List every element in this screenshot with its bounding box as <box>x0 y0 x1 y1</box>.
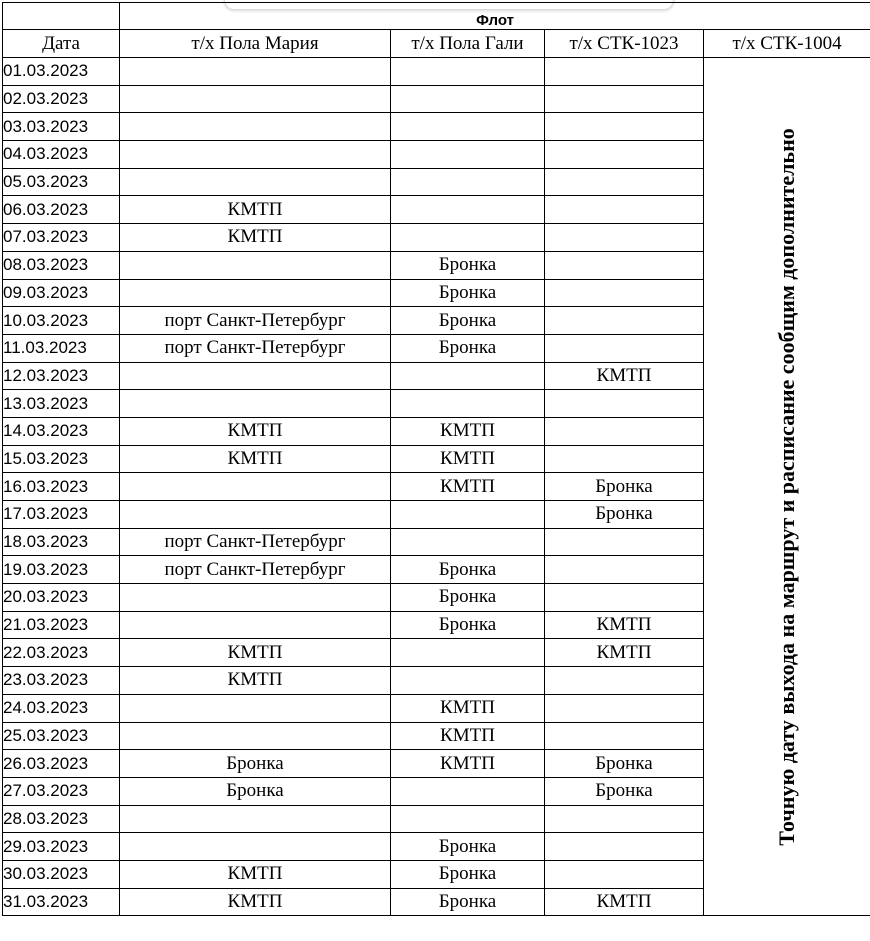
cell-pola-maria <box>120 362 391 390</box>
cell-pola-maria <box>120 279 391 307</box>
date-cell: 04.03.2023 <box>3 141 120 169</box>
cell-stk-1023: Бронка <box>545 777 704 805</box>
cell-pola-gali <box>391 805 545 833</box>
cell-pola-maria <box>120 58 391 86</box>
cell-stk-1023 <box>545 417 704 445</box>
cell-pola-maria: КМТП <box>120 888 391 916</box>
cell-pola-maria: КМТП <box>120 667 391 695</box>
date-cell: 31.03.2023 <box>3 888 120 916</box>
cell-pola-gali <box>391 667 545 695</box>
cell-pola-gali: Бронка <box>391 611 545 639</box>
header-date: Дата <box>3 30 120 58</box>
date-cell: 12.03.2023 <box>3 362 120 390</box>
cell-pola-gali <box>391 528 545 556</box>
cell-pola-maria: КМТП <box>120 417 391 445</box>
stk-1004-note-cell <box>704 58 870 916</box>
date-cell: 30.03.2023 <box>3 860 120 888</box>
cell-stk-1023 <box>545 279 704 307</box>
fleet-schedule-table <box>2 2 870 916</box>
date-cell: 06.03.2023 <box>3 196 120 224</box>
cell-stk-1023 <box>545 251 704 279</box>
cell-pola-gali: Бронка <box>391 860 545 888</box>
cell-stk-1023: КМТП <box>545 611 704 639</box>
cell-stk-1023 <box>545 528 704 556</box>
date-cell: 08.03.2023 <box>3 251 120 279</box>
date-cell: 07.03.2023 <box>3 224 120 252</box>
header-pola-maria: т/х Пола Мария <box>120 30 391 58</box>
cell-stk-1023 <box>545 196 704 224</box>
cell-pola-maria: порт Санкт-Петербург <box>120 556 391 584</box>
cell-pola-maria <box>120 501 391 529</box>
cell-stk-1023 <box>545 224 704 252</box>
cell-pola-maria <box>120 833 391 861</box>
cell-stk-1023 <box>545 805 704 833</box>
cell-stk-1023 <box>545 168 704 196</box>
column-header-row <box>3 30 870 58</box>
date-cell: 13.03.2023 <box>3 390 120 418</box>
cell-stk-1023 <box>545 667 704 695</box>
cell-stk-1023: КМТП <box>545 362 704 390</box>
cell-pola-gali <box>391 113 545 141</box>
cell-pola-maria <box>120 805 391 833</box>
cell-stk-1023 <box>545 694 704 722</box>
cell-stk-1023: Бронка <box>545 501 704 529</box>
date-cell: 09.03.2023 <box>3 279 120 307</box>
date-cell: 18.03.2023 <box>3 528 120 556</box>
date-cell: 26.03.2023 <box>3 750 120 778</box>
cell-pola-maria <box>120 251 391 279</box>
cell-pola-gali <box>391 141 545 169</box>
cell-pola-gali <box>391 196 545 224</box>
corner-cell <box>3 3 120 30</box>
date-cell: 28.03.2023 <box>3 805 120 833</box>
cell-stk-1023: КМТП <box>545 888 704 916</box>
date-cell: 11.03.2023 <box>3 334 120 362</box>
cell-pola-maria <box>120 722 391 750</box>
cell-pola-gali <box>391 58 545 86</box>
cell-pola-gali: Бронка <box>391 833 545 861</box>
date-cell: 27.03.2023 <box>3 777 120 805</box>
date-cell: 05.03.2023 <box>3 168 120 196</box>
date-cell: 01.03.2023 <box>3 58 120 86</box>
cell-pola-maria <box>120 141 391 169</box>
cell-pola-gali: Бронка <box>391 279 545 307</box>
cell-pola-maria: КМТП <box>120 639 391 667</box>
cell-pola-gali: КМТП <box>391 750 545 778</box>
cell-pola-maria <box>120 611 391 639</box>
cell-stk-1023 <box>545 556 704 584</box>
date-cell: 17.03.2023 <box>3 501 120 529</box>
cell-pola-gali: Бронка <box>391 556 545 584</box>
cell-stk-1023 <box>545 58 704 86</box>
cell-pola-maria <box>120 390 391 418</box>
cell-pola-maria <box>120 584 391 612</box>
cell-stk-1023 <box>545 584 704 612</box>
cell-pola-maria <box>120 85 391 113</box>
cell-stk-1023: Бронка <box>545 750 704 778</box>
cell-pola-maria <box>120 694 391 722</box>
cell-pola-maria: Бронка <box>120 777 391 805</box>
cell-pola-gali <box>391 501 545 529</box>
date-cell: 21.03.2023 <box>3 611 120 639</box>
cell-pola-maria: порт Санкт-Петербург <box>120 307 391 335</box>
date-cell: 24.03.2023 <box>3 694 120 722</box>
cell-pola-gali: КМТП <box>391 473 545 501</box>
cell-stk-1023: Бронка <box>545 473 704 501</box>
cell-pola-maria: порт Санкт-Петербург <box>120 528 391 556</box>
cell-pola-maria <box>120 473 391 501</box>
cell-pola-gali <box>391 224 545 252</box>
cell-pola-maria: КМТП <box>120 224 391 252</box>
cell-stk-1023 <box>545 860 704 888</box>
cell-stk-1023 <box>545 833 704 861</box>
fleet-header: Флот <box>120 3 870 30</box>
date-cell: 20.03.2023 <box>3 584 120 612</box>
cell-pola-gali <box>391 168 545 196</box>
date-cell: 23.03.2023 <box>3 667 120 695</box>
date-cell: 22.03.2023 <box>3 639 120 667</box>
cell-stk-1023 <box>545 390 704 418</box>
cell-pola-maria: КМТП <box>120 196 391 224</box>
cell-pola-gali: Бронка <box>391 584 545 612</box>
header-stk-1004: т/х СТК-1004 <box>704 30 870 58</box>
date-cell: 03.03.2023 <box>3 113 120 141</box>
date-cell: 29.03.2023 <box>3 833 120 861</box>
cell-stk-1023 <box>545 334 704 362</box>
cell-pola-gali: КМТП <box>391 694 545 722</box>
cell-stk-1023 <box>545 722 704 750</box>
date-cell: 19.03.2023 <box>3 556 120 584</box>
cell-pola-gali: Бронка <box>391 251 545 279</box>
cell-stk-1023 <box>545 85 704 113</box>
date-cell: 10.03.2023 <box>3 307 120 335</box>
cell-stk-1023 <box>545 445 704 473</box>
cell-pola-gali: Бронка <box>391 888 545 916</box>
date-cell: 16.03.2023 <box>3 473 120 501</box>
cell-pola-gali: Бронка <box>391 307 545 335</box>
cell-pola-gali <box>391 85 545 113</box>
cell-pola-gali: КМТП <box>391 445 545 473</box>
cell-pola-gali <box>391 362 545 390</box>
schedule-note: Точную дату выхода на маршрут и расписание сообщим дополнительно <box>774 127 800 846</box>
fleet-header-row <box>3 3 870 30</box>
table-row <box>3 58 870 86</box>
cell-pola-maria: Бронка <box>120 750 391 778</box>
cell-stk-1023 <box>545 307 704 335</box>
cell-pola-maria: КМТП <box>120 860 391 888</box>
cell-pola-gali: Бронка <box>391 334 545 362</box>
cell-pola-gali <box>391 390 545 418</box>
date-cell: 14.03.2023 <box>3 417 120 445</box>
cell-stk-1023 <box>545 141 704 169</box>
cell-pola-gali: КМТП <box>391 722 545 750</box>
header-pola-gali: т/х Пола Гали <box>391 30 545 58</box>
date-cell: 25.03.2023 <box>3 722 120 750</box>
cell-pola-gali: КМТП <box>391 417 545 445</box>
date-cell: 15.03.2023 <box>3 445 120 473</box>
header-stk-1023: т/х СТК-1023 <box>545 30 704 58</box>
cell-stk-1023: КМТП <box>545 639 704 667</box>
cell-pola-maria: порт Санкт-Петербург <box>120 334 391 362</box>
cell-pola-maria: КМТП <box>120 445 391 473</box>
date-cell: 02.03.2023 <box>3 85 120 113</box>
cell-pola-gali <box>391 639 545 667</box>
cell-stk-1023 <box>545 113 704 141</box>
cell-pola-maria <box>120 113 391 141</box>
cell-pola-maria <box>120 168 391 196</box>
cell-pola-gali <box>391 777 545 805</box>
